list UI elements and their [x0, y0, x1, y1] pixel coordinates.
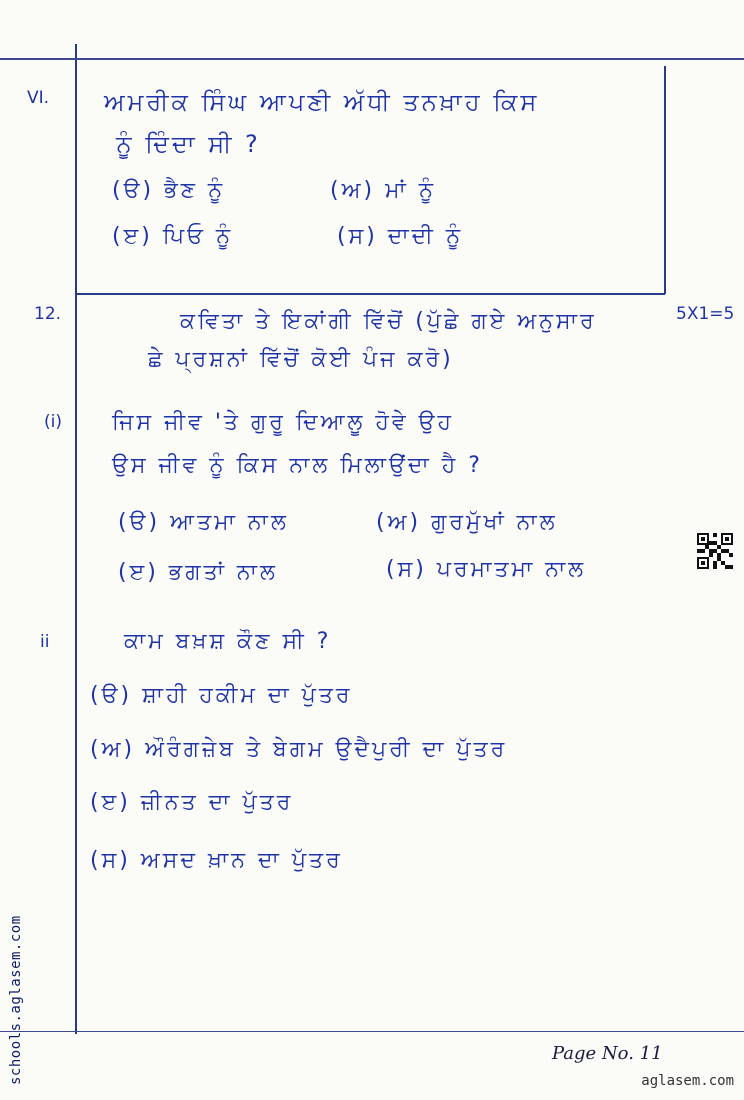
option-b: (ਅ) ਗੁਰਮੁੱਖਾਂ ਨਾਲ — [376, 510, 558, 535]
option-d: (ਸ) ਅਸਦ ਖ਼ਾਨ ਦਾ ਪੁੱਤਰ — [90, 848, 343, 873]
option-c: (ੲ) ਜ਼ੀਨਤ ਦਾ ਪੁੱਤਰ — [90, 790, 294, 815]
sub-question-number: (i) — [44, 412, 62, 432]
option-a: (ੳ) ਆਤਮਾ ਨਾਲ — [118, 510, 289, 535]
option-b: (ਅ) ਔਰੰਗਜ਼ੇਬ ਤੇ ਬੇਗਮ ਉਦੈਪੁਰੀ ਦਾ ਪੁੱਤਰ — [90, 737, 508, 762]
question-number: VI. — [27, 88, 50, 108]
question-text: ਅਮਰੀਕ ਸਿੰਘ ਆਪਣੀ ਅੱਧੀ ਤਨਖ਼ਾਹ ਕਿਸ — [104, 88, 540, 116]
option-c: (ੲ) ਪਿਓ ਨੂੰ — [112, 224, 234, 249]
option-a: (ੳ) ਭੈਣ ਨੂੰ — [112, 178, 226, 203]
bottom-watermark: aglasem.com — [641, 1073, 734, 1089]
option-d: (ਸ) ਦਾਦੀ ਨੂੰ — [337, 224, 464, 249]
right-margin-line — [664, 66, 666, 294]
page-number: Page No. 11 — [552, 1043, 663, 1064]
top-rule-line — [0, 58, 744, 60]
section-instruction: ਛੇ ਪ੍ਰਸ਼ਨਾਂ ਵਿੱਚੋਂ ਕੋਈ ਪੰਜ ਕਰੋ) — [148, 347, 454, 372]
option-b: (ਅ) ਮਾਂ ਨੂੰ — [330, 178, 437, 203]
qr-code-image — [697, 533, 733, 569]
question-text: ਉਸ ਜੀਵ ਨੂੰ ਕਿਸ ਨਾਲ ਮਿਲਾਉਂਦਾ ਹੈ ? — [112, 453, 483, 478]
option-c: (ੲ) ਭਗਤਾਂ ਨਾਲ — [118, 560, 278, 585]
question-text: ਕਾਮ ਬਖ਼ਸ਼ ਕੌਣ ਸੀ ? — [124, 629, 332, 654]
bottom-rule-line — [0, 1031, 744, 1032]
option-d: (ਸ) ਪਰਮਾਤਮਾ ਨਾਲ — [386, 557, 587, 582]
marks-allocation: 5X1=5 — [676, 304, 735, 324]
option-a: (ੳ) ਸ਼ਾਹੀ ਹਕੀਮ ਦਾ ਪੁੱਤਰ — [90, 683, 353, 708]
question-number: 12. — [34, 304, 62, 324]
sub-question-number: ii — [40, 632, 50, 652]
side-watermark: schools.aglasem.com — [8, 915, 24, 1085]
section-divider-line — [77, 293, 665, 295]
section-instruction: ਕਵਿਤਾ ਤੇ ਇਕਾਂਗੀ ਵਿੱਚੋਂ (ਪੁੱਛੇ ਗਏ ਅਨੁਸਾਰ — [180, 309, 597, 334]
question-text: ਜਿਸ ਜੀਵ 'ਤੇ ਗੁਰੂ ਦਿਆਲੂ ਹੋਵੇ ਉਹ — [112, 410, 455, 435]
question-text: ਨੂੰ ਦਿੰਦਾ ਸੀ ? — [116, 130, 261, 158]
left-margin-line — [75, 44, 77, 1034]
